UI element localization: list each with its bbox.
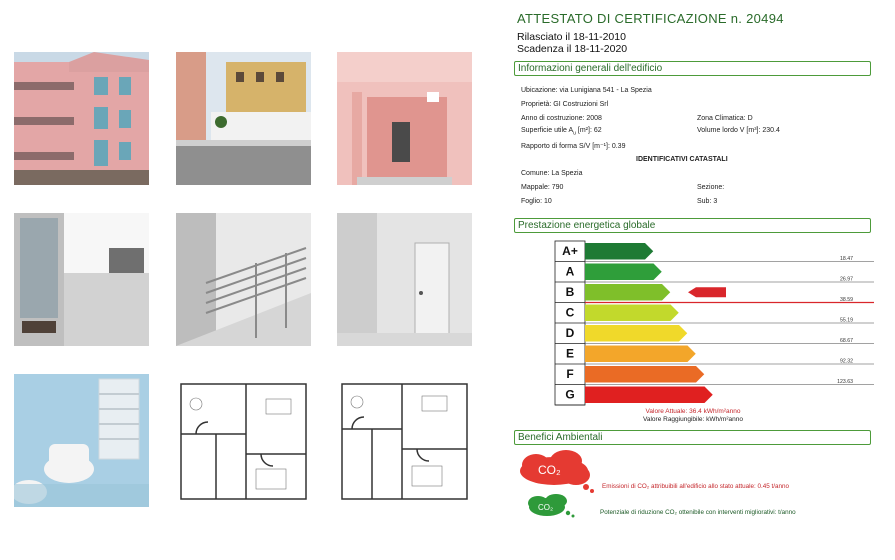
co2-label-small: CO₂ xyxy=(538,503,554,512)
section: Sezione: xyxy=(697,184,725,191)
current-value-label: Valore Attuale: 36.4 kWh/m²anno xyxy=(645,408,741,415)
energy-heading: Prestazione energetica globale xyxy=(514,218,871,233)
threshold-value: 55.19 xyxy=(840,317,853,324)
emissions-text: Emissioni di CO₂ attribuibili all'edificio allo stato attuale: 0.45 t/anno xyxy=(602,483,790,490)
benefits-heading: Benefici Ambientali xyxy=(514,430,871,445)
threshold-value: 18.47 xyxy=(840,256,853,262)
owner: Proprietà: GI Costruzioni Srl xyxy=(521,101,609,108)
photo-window-hall xyxy=(14,213,149,346)
cadastral-heading: IDENTIFICATIVI CATASTALI xyxy=(636,156,728,163)
class-bar-g xyxy=(585,387,713,404)
photo-door xyxy=(337,213,472,346)
map-parcel: Mappale: 790 xyxy=(521,184,564,191)
photo-bathroom xyxy=(14,374,149,507)
class-label: C xyxy=(565,305,575,320)
issued-date: Rilasciato il 18-11-2010 xyxy=(517,31,626,43)
threshold-value: 38.59 xyxy=(840,297,853,303)
threshold-value: 92.32 xyxy=(840,358,853,365)
photo-staircase xyxy=(176,213,311,346)
gross-volume: Volume lordo V [m³]: 230.4 xyxy=(697,127,780,134)
photo-floorplan-2 xyxy=(337,374,472,507)
co2-label-large: CO₂ xyxy=(538,463,561,477)
surface-value: [m²]: 62 xyxy=(577,127,602,134)
class-bar-d xyxy=(585,325,687,342)
class-label: D xyxy=(565,326,575,340)
class-bar-f xyxy=(585,366,704,383)
class-label: G xyxy=(565,387,575,402)
class-bar-b xyxy=(585,284,670,301)
general-info-heading: Informazioni generali dell'edificio xyxy=(514,61,871,76)
class-label: E xyxy=(565,346,575,361)
reduction-text: Potenziale di riduzione CO₂ ottenibile con interventi migliorativi: t/anno xyxy=(600,509,796,516)
class-label: B xyxy=(565,285,575,299)
threshold-value: 68.67 xyxy=(840,338,853,344)
class-bar-aplus xyxy=(585,243,653,260)
photo-facade xyxy=(14,52,149,185)
shape-ratio: Rapporto di forma S/V [m⁻¹]: 0.39 xyxy=(521,143,626,150)
location: Ubicazione: via Lunigiana 541 - La Spezia xyxy=(521,87,652,94)
expiry-date: Scadenza il 18-11-2020 xyxy=(517,43,628,55)
sub: Sub: 3 xyxy=(697,198,718,205)
threshold-value: 26.97 xyxy=(840,276,853,283)
current-class-indicator xyxy=(688,287,726,297)
sheet: Foglio: 10 xyxy=(521,198,552,205)
certificate-title: ATTESTATO DI CERTIFICAZIONE n. 20494 xyxy=(517,11,784,26)
class-bar-c xyxy=(585,305,679,322)
threshold-value: 123.63 xyxy=(837,379,853,385)
class-label: A+ xyxy=(562,244,578,258)
construction-year: Anno di costruzione: 2008 xyxy=(521,115,602,122)
class-label: F xyxy=(566,367,574,381)
useful-surface: Superficie utile $A_u$ [m²]: 62 xyxy=(521,127,602,137)
energy-class-chart xyxy=(518,233,874,433)
target-value-label: Valore Raggiungibile: kWh/m²anno xyxy=(643,416,743,423)
municipality: Comune: La Spezia xyxy=(521,170,583,177)
class-bar-e xyxy=(585,346,696,363)
class-bar-a xyxy=(585,264,662,281)
class-label: A xyxy=(565,264,575,279)
photo-floorplan-1 xyxy=(176,374,311,507)
climate-zone: Zona Climatica: D xyxy=(697,115,753,122)
benefits-panel xyxy=(514,447,874,527)
photo-entrance xyxy=(337,52,472,185)
photo-street xyxy=(176,52,311,185)
surface-prefix: Superficie utile A xyxy=(521,127,574,134)
